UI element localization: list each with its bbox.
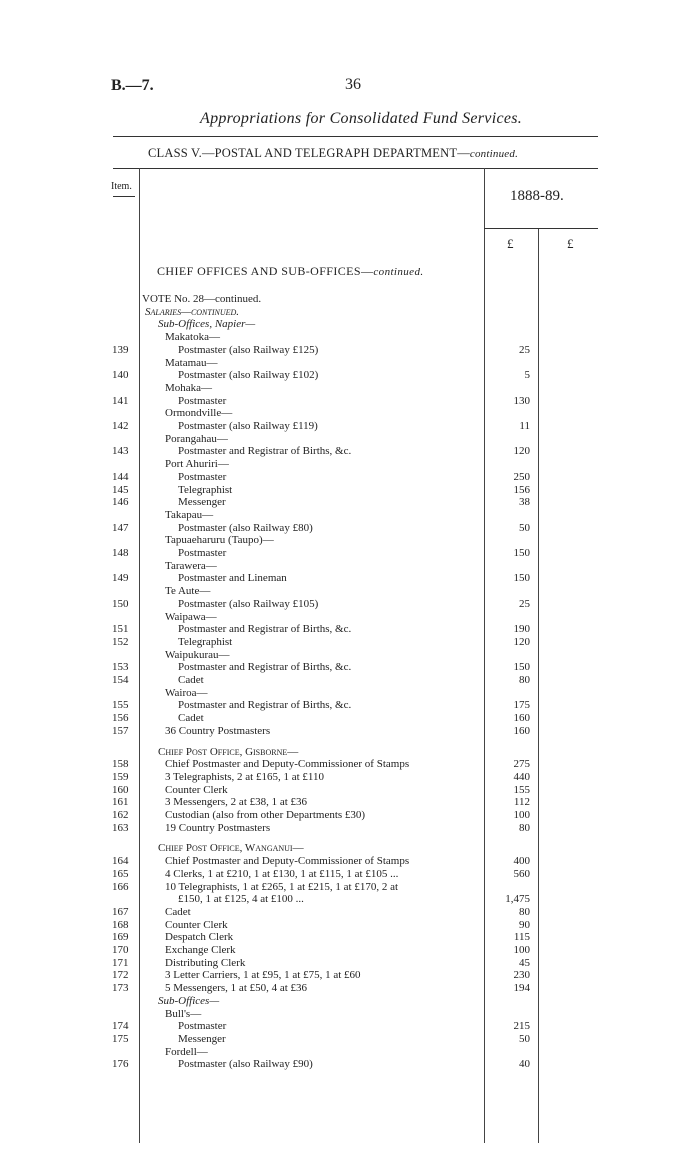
table-row — [0, 636, 700, 648]
item-number: 175 — [112, 1032, 129, 1045]
item-description: Postmaster (also Railway £80) — [178, 521, 313, 534]
item-number: 151 — [112, 623, 129, 636]
table-row — [0, 484, 700, 496]
item-amount: 155 — [513, 783, 530, 796]
item-description: 3 Telegraphists, 2 at £165, 1 at £110 — [165, 770, 325, 783]
item-number: 162 — [112, 809, 129, 821]
table-row — [0, 572, 700, 584]
item-description: Wairoa— — [165, 686, 208, 699]
table-row — [0, 661, 700, 673]
item-amount: 194 — [513, 982, 530, 995]
page-number: 36 — [345, 76, 361, 93]
table-row — [0, 674, 700, 686]
item-description: Ormondville— — [165, 407, 233, 420]
item-number: 166 — [112, 880, 129, 893]
item-description: Sub-Offices, Napier— — [158, 318, 256, 331]
year-column-header: 1888-89. — [510, 188, 564, 204]
section-heading-suffix: continued. — [373, 266, 424, 278]
table-row — [0, 407, 700, 419]
table-row — [0, 306, 700, 318]
item-label-underline — [113, 196, 135, 197]
item-amount: 80 — [519, 674, 530, 686]
table-row — [0, 318, 700, 330]
item-number: 153 — [112, 661, 129, 674]
item-description: Messenger — [178, 496, 226, 509]
item-number: 163 — [112, 821, 129, 834]
table-row — [0, 458, 700, 470]
item-number: 147 — [112, 521, 129, 534]
table-row — [0, 547, 700, 559]
title-rule — [113, 136, 598, 137]
item-description: Makatoka— — [165, 331, 220, 344]
table-row — [0, 560, 700, 572]
item-amount: 160 — [513, 724, 530, 737]
table-row — [0, 1020, 700, 1032]
table-row — [0, 395, 700, 407]
item-column-header: Item. — [111, 181, 132, 192]
item-description: Messenger — [178, 1032, 226, 1045]
item-description: Postmaster and Registrar of Births, &c. — [178, 661, 352, 674]
table-row — [0, 796, 700, 808]
table-row — [0, 931, 700, 943]
item-description: Bull's— — [165, 1007, 202, 1020]
item-number: 142 — [112, 420, 129, 432]
table-row — [0, 445, 700, 457]
item-amount: 156 — [513, 483, 530, 496]
item-amount: 230 — [513, 969, 530, 982]
item-number: 161 — [112, 796, 129, 809]
table-row — [0, 496, 700, 508]
item-amount: 11 — [519, 420, 530, 432]
item-amount: 215 — [513, 1020, 530, 1033]
class-title-main: CLASS V.—POSTAL AND TELEGRAPH DEPARTMENT— — [148, 146, 470, 160]
item-amount: 250 — [513, 470, 530, 483]
item-amount: 80 — [519, 821, 530, 834]
item-description: Cadet — [165, 905, 191, 918]
item-number: 169 — [112, 931, 129, 944]
item-description: Chief Post Office, Gisborne— — [158, 745, 299, 758]
table-row — [0, 357, 700, 369]
item-amount: 50 — [519, 1032, 530, 1045]
item-number: 176 — [112, 1058, 129, 1071]
item-description: Cadet — [178, 674, 204, 686]
item-number: 159 — [112, 770, 129, 783]
item-number: 148 — [112, 547, 129, 559]
table-row — [0, 1008, 700, 1020]
item-number: 146 — [112, 496, 129, 509]
item-description: Postmaster (also Railway £90) — [178, 1058, 313, 1071]
item-number: 174 — [112, 1020, 129, 1033]
item-description: Postmaster — [178, 547, 227, 559]
year-header-rule — [484, 228, 598, 229]
item-description: Despatch Clerk — [165, 931, 234, 944]
item-amount: 440 — [513, 770, 530, 783]
table-row — [0, 585, 700, 597]
item-amount: 25 — [519, 343, 530, 356]
item-number: 145 — [112, 483, 129, 496]
table-row — [0, 809, 700, 821]
item-number: 167 — [112, 905, 129, 918]
item-description: Exchange Clerk — [165, 944, 236, 956]
item-description: Postmaster (also Railway £125) — [178, 343, 319, 356]
item-description: 3 Messengers, 2 at £38, 1 at £36 — [165, 796, 308, 809]
item-description: 10 Telegraphists, 1 at £265, 1 at £215, 1 at £170, 2 at — [165, 880, 399, 893]
item-description: Sub-Offices— — [158, 994, 220, 1007]
item-description: Cadet — [178, 712, 204, 725]
table-row — [0, 369, 700, 381]
item-amount: 275 — [513, 758, 530, 771]
item-description: 19 Country Postmasters — [165, 821, 271, 834]
item-description: Chief Post Office, Wanganui— — [158, 842, 304, 855]
table-row — [0, 344, 700, 356]
table-row — [0, 725, 700, 737]
item-description: Telegraphist — [178, 483, 233, 496]
item-amount: 45 — [519, 956, 530, 969]
item-description: Postmaster and Registrar of Births, &c. — [178, 699, 352, 712]
table-row — [0, 969, 700, 981]
item-number: 165 — [112, 867, 129, 880]
item-number: 149 — [112, 572, 129, 585]
item-amount: 120 — [513, 445, 530, 458]
section-heading — [157, 264, 424, 279]
item-description: Matamau— — [165, 356, 218, 369]
table-row — [0, 957, 700, 969]
table-row — [0, 687, 700, 699]
item-number: 155 — [112, 699, 129, 712]
section-heading-main: CHIEF OFFICES AND SUB-OFFICES— — [157, 264, 374, 278]
item-description: 36 Country Postmasters — [165, 724, 271, 737]
item-number: 154 — [112, 674, 129, 686]
table-row — [0, 746, 700, 758]
item-description: Counter Clerk — [165, 918, 228, 931]
item-amount: 100 — [513, 944, 530, 956]
table-row — [0, 868, 700, 880]
item-description: Counter Clerk — [165, 783, 228, 796]
item-amount: 120 — [513, 635, 530, 648]
item-amount: 100 — [513, 809, 530, 821]
item-amount: 90 — [519, 918, 530, 931]
item-amount: 150 — [513, 661, 530, 674]
item-description: Tapuaeharuru (Taupo)— — [165, 534, 274, 547]
item-description: Telegraphist — [178, 635, 233, 648]
item-amount: 160 — [513, 712, 530, 725]
table-row — [0, 784, 700, 796]
item-amount: 115 — [513, 931, 530, 944]
item-amount: 5 — [524, 369, 530, 382]
table-row — [0, 855, 700, 867]
item-amount: 150 — [513, 547, 530, 559]
item-description: Te Aute— — [165, 585, 211, 598]
item-number: 156 — [112, 712, 129, 725]
item-number: 172 — [112, 969, 129, 982]
document-code: B.—7. — [111, 77, 154, 94]
table-row — [0, 1046, 700, 1058]
item-description: Waipukurau— — [165, 648, 230, 661]
table-row — [0, 534, 700, 546]
item-description: Tarawera— — [165, 559, 217, 572]
item-description: Waipawa— — [165, 610, 217, 623]
item-number: 157 — [112, 724, 129, 737]
item-description: Postmaster (also Railway £119) — [178, 420, 318, 432]
item-description: Postmaster — [178, 394, 227, 407]
item-description: Takapau— — [165, 508, 214, 521]
item-description: Custodian (also from other Departments £30) — [165, 809, 366, 821]
item-amount: 38 — [519, 496, 530, 509]
table-top-rule — [113, 168, 598, 169]
item-description: Chief Postmaster and Deputy-Commissioner of Stamps — [165, 855, 410, 868]
table-row — [0, 382, 700, 394]
currency-label-2: £ — [567, 236, 574, 251]
item-description: Distributing Clerk — [165, 956, 246, 969]
table-row — [0, 1033, 700, 1045]
item-description: 5 Messengers, 1 at £50, 4 at £36 — [165, 982, 308, 995]
item-amount: 25 — [519, 597, 530, 610]
item-amount: 40 — [519, 1058, 530, 1071]
table-row — [0, 623, 700, 635]
item-description: Postmaster (also Railway £105) — [178, 597, 319, 610]
table-row — [0, 509, 700, 521]
item-description: Postmaster and Lineman — [178, 572, 287, 585]
item-description: Postmaster (also Railway £102) — [178, 369, 319, 382]
item-description: £150, 1 at £125, 4 at £100 ... — [178, 893, 304, 906]
item-amount: 50 — [519, 521, 530, 534]
item-number: 164 — [112, 855, 129, 868]
table-row — [0, 881, 700, 893]
item-description: Porangahau— — [165, 432, 228, 445]
table-row — [0, 982, 700, 994]
table-row — [0, 906, 700, 918]
table-row — [0, 699, 700, 711]
table-row — [0, 995, 700, 1007]
item-amount: 80 — [519, 905, 530, 918]
item-amount: 175 — [513, 699, 530, 712]
item-amount: 400 — [513, 855, 530, 868]
class-title-suffix: continued. — [469, 148, 519, 160]
item-description: Salaries—continued. — [145, 305, 240, 318]
table-row — [0, 471, 700, 483]
table-row — [0, 331, 700, 343]
table-row — [0, 758, 700, 770]
table-row — [0, 919, 700, 931]
item-number: 143 — [112, 445, 129, 458]
item-amount: 190 — [513, 623, 530, 636]
table-row — [0, 522, 700, 534]
item-description: Chief Postmaster and Deputy-Commissioner of Stamps — [165, 758, 410, 771]
item-amount: 560 — [513, 867, 530, 880]
item-amount: 1,475 — [505, 893, 530, 906]
item-number: 139 — [112, 343, 129, 356]
item-description: Fordell— — [165, 1045, 208, 1058]
item-amount: 112 — [513, 796, 530, 809]
table-row — [0, 1058, 700, 1070]
item-description: Port Ahuriri— — [165, 458, 229, 471]
item-number: 140 — [112, 369, 129, 382]
document-title: Appropriations for Consolidated Fund Services. — [200, 110, 523, 127]
item-number: 171 — [112, 956, 129, 969]
item-amount: 130 — [513, 394, 530, 407]
item-description: Postmaster — [178, 470, 227, 483]
item-number: 158 — [112, 758, 129, 771]
table-row — [0, 293, 700, 305]
table-row — [0, 893, 700, 905]
item-description: 4 Clerks, 1 at £210, 1 at £130, 1 at £115, 1 at £105 ... — [165, 867, 399, 880]
table-row — [0, 611, 700, 623]
table-row — [0, 842, 700, 854]
table-row — [0, 712, 700, 724]
table-row — [0, 433, 700, 445]
item-number: 168 — [112, 918, 129, 931]
item-number: 173 — [112, 982, 129, 995]
item-description: Postmaster and Registrar of Births, &c. — [178, 445, 352, 458]
table-row — [0, 649, 700, 661]
table-row — [0, 598, 700, 610]
item-number: 170 — [112, 944, 129, 956]
table-row — [0, 822, 700, 834]
item-description: Postmaster and Registrar of Births, &c. — [178, 623, 352, 636]
item-number: 150 — [112, 597, 129, 610]
currency-label-1: £ — [507, 236, 514, 251]
table-row — [0, 944, 700, 956]
item-number: 152 — [112, 635, 129, 648]
item-description: 3 Letter Carriers, 1 at £95, 1 at £75, 1 at £60 — [165, 969, 361, 982]
table-row — [0, 420, 700, 432]
item-amount: 150 — [513, 572, 530, 585]
item-description: Postmaster — [178, 1020, 227, 1033]
item-description: VOTE No. 28—continued. — [142, 293, 262, 305]
table-row — [0, 771, 700, 783]
item-number: 144 — [112, 470, 129, 483]
item-number: 160 — [112, 783, 129, 796]
class-title — [148, 146, 518, 161]
item-description: Mohaka— — [165, 381, 213, 394]
item-number: 141 — [112, 394, 129, 407]
